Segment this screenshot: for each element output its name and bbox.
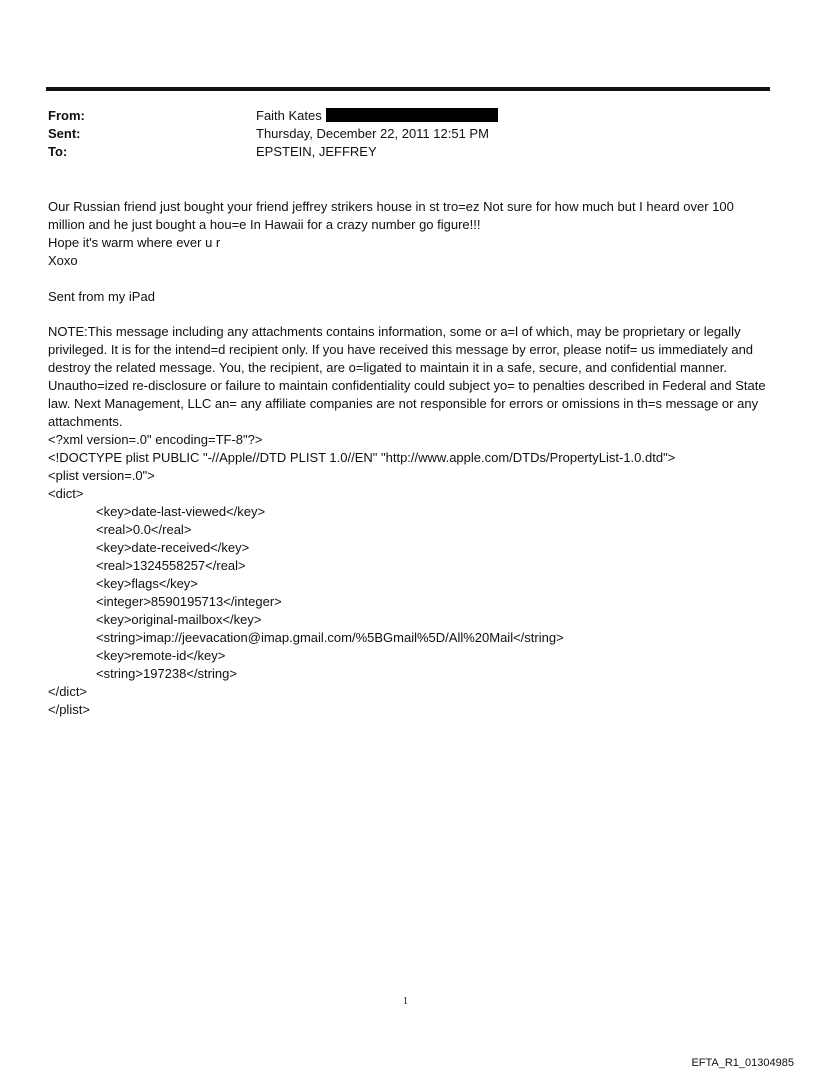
- page-number: 1: [403, 996, 408, 1007]
- plist-line: <key>flags</key>: [96, 576, 198, 591]
- plist-line: <real>1324558257</real>: [96, 558, 246, 573]
- plist-line: <string>imap://jeevacation@imap.gmail.com/%5BGmail%5D/All%20Mail</string>: [96, 630, 564, 645]
- dict-close: </dict>: [48, 684, 88, 699]
- sent-value: Thursday, December 22, 2011 12:51 PM: [256, 126, 489, 141]
- header-rule: [46, 87, 770, 91]
- plist-line: <key>original-mailbox</key>: [96, 612, 262, 627]
- from-name: Faith Kates: [256, 108, 322, 123]
- plist-xml-decl: <?xml version=.0" encoding=TF-8"?>: [48, 432, 263, 447]
- plist-line: <integer>8590195713</integer>: [96, 594, 282, 609]
- bates-number: EFTA_R1_01304985: [691, 1057, 794, 1069]
- dict-open: <dict>: [48, 486, 84, 501]
- to-label: To:: [48, 144, 68, 159]
- redaction-bar: [326, 108, 498, 122]
- plist-line: <real>0.0</real>: [96, 522, 192, 537]
- message-line-xoxo: Xoxo: [48, 253, 78, 268]
- to-value: EPSTEIN, JEFFREY: [256, 144, 377, 159]
- plist-line: <key>remote-id</key>: [96, 648, 226, 663]
- message-line-hope: Hope it's warm where ever u r: [48, 235, 221, 250]
- plist-close: </plist>: [48, 702, 90, 717]
- plist-doctype: <!DOCTYPE plist PUBLIC "-//Apple//DTD PLIST 1.0//EN" "http://www.apple.com/DTDs/PropertyList-1.0.dtd">: [48, 450, 676, 465]
- message-paragraph: Our Russian friend just bought your friend jeffrey strikers house in st tro=ez Not sure for how much but I heard over 100 million and he just bought a hou=e In Hawaii for a crazy number go figure!!!: [48, 199, 738, 232]
- from-value: [256, 107, 498, 125]
- from-label: From:: [48, 108, 85, 123]
- plist-line: <string>197238</string>: [96, 666, 237, 681]
- plist-line: <key>date-received</key>: [96, 540, 250, 555]
- plist-open: <plist version=.0">: [48, 468, 155, 483]
- signature: Sent from my iPad: [48, 289, 155, 304]
- plist-line: <key>date-last-viewed</key>: [96, 504, 266, 519]
- legal-notice: NOTE:This message including any attachments contains information, some or a=l of which, may be proprietary or legally privileged. It is for the intend=d recipient only. If you have received this message by error, please notif= us immediately and destroy the related message. You, the recipient, are o=ligated to maintain it in a safe, secure, and confidential manner. Unautho=ized re-disclosure or failure to maintain confidentiality could subject yo= to penalties described in Federal and State law. Next Management, LLC an= any affiliate companies are not responsible for errors or omissions in th=s message or any attachments.: [48, 324, 770, 429]
- sent-label: Sent:: [48, 126, 81, 141]
